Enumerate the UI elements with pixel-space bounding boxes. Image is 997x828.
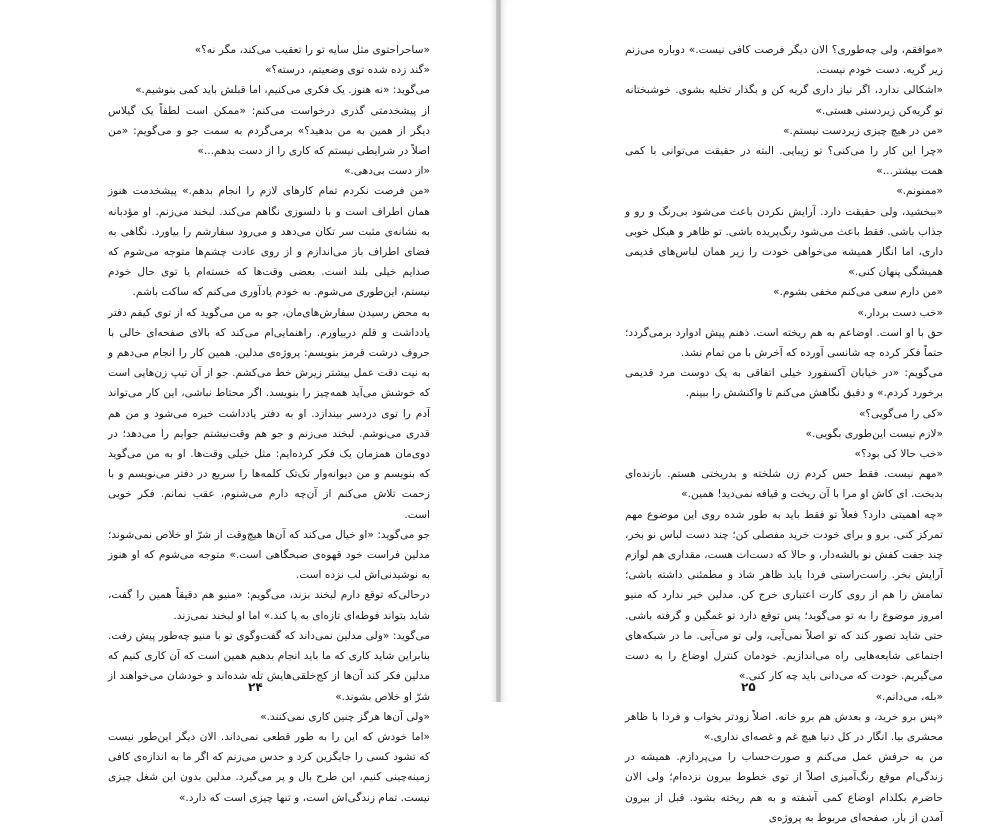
paragraph: «چه اهمیتی دارد؟ فعلاً تو فقط باید به طور شده روی این موضوع مهم تمرکز کنی. برو و برای خودت خرید مفصلی کن؛ چند دست لباس نو بخر، چند جفت کفش نو بالشه‌دار، و حالا که دست‌ات هست، مقداری هم لوازم آرایش بخر. راست‌راستی فردا باید ظاهر شاد و مطمئنی داشته باشی؛ تمامش را هم از روی کارت اعتباری خرج کن. مدلین خیر ندارد که منیو امروز موضوع را به تو می‌گوید؛ پس توقع دارد تو غمگین و گرفته باشی. حتی شاید تصور کند که تو اصلاً نمی‌آیی، ولی تو می‌آیی. ما در شبکه‌های اجتماعی شایعه‌هایی راه می‌اندازیم. خودمان کنترل اوضاع را به دست می‌گیریم. خودت که می‌دانی باید چه کار کنی.»: [625, 508, 943, 683]
paragraph: «خب دست بردار.»: [857, 306, 943, 319]
paragraph: «کی را می‌گویی؟»: [858, 407, 943, 420]
left-page-text: [108, 40, 430, 808]
paragraph: «ولی آن‌ها هرگز چنین کاری نمی‌کنند.»: [260, 710, 430, 723]
paragraph: «ممنونم.»: [896, 185, 943, 198]
paragraph: «گند زده شده توی وضعیتم، درسته؟»: [265, 64, 430, 77]
paragraph: «من دارم سعی می‌کنم مخفی بشوم.»: [773, 286, 943, 299]
paragraph: از پیشخدمتی گذری درخواست می‌کنم: «ممکن است لطفاً یک گیلاس دیگر از همین به من بدهید؟» برمی‌گردم به سمت جو و می‌گویم: «من اصلاً در شرایطی نیستم که کاری را از دست بدهم...»: [108, 104, 430, 158]
paragraph: به محض رسیدن سفارش‌های‌مان، جو به من می‌گوید که از توی کیفم دفتر یادداشت و قلم دربیاورم. راهنمایی‌ام می‌کند که بالای صفحه‌ای خالی با حروف درشت قرمز بنویسم: پروژه‌ی مدلین. همین کار را انجام می‌دهم و به نیت دقت عمل بیشتر زیرش خط می‌کشم. جو از آن تیپ زن‌هایی است که خوشش می‌آید همه‌چیز را بنویسد. اگر محتاط نباشی، این کار می‌تواند آدم را توی دردسر بیندازد. او به دفتر یادداشت خیره می‌شود و من هم قدری می‌نوشم. لبخند می‌زنم و جو هم وقت‌نیشتم جوابم را می‌دهد؛ در دوی‌مان همزمان یک فکر کرده‌ایم: مثل خیلی وقت‌ها. او به من می‌گوید که بنویسم و من دیوانه‌وار تک‌تک کلمه‌ها را سریع در دفتر می‌نویسم و با زحمت تلاش می‌کنم از آن‌چه دارم می‌شنوم، عقب نمانم. فکر خوبی است.: [108, 306, 430, 521]
paragraph: می‌گویم: «در خیابان آکسفورد خیلی اتفاقی به یک دوست مرد قدیمی برخورد کردم.» و دقیق نگاهش می‌کنم تا واکنشش را ببینم.: [625, 367, 943, 400]
left-page: [0, 0, 497, 804]
paragraph: «چرا این کار را می‌کنی؟ تو زیبایی. البته در حقیقت می‌توانی با کمی همت بیشتر...»: [625, 145, 943, 178]
page-number: ۲۵: [741, 680, 756, 694]
paragraph: «من فرصت نکردم تمام کارهای لازم را انجام بدهم.» پیشخدمت هنوز همان اطراف است و با دلسوزی نگاهم می‌کند. لبخند می‌زنم. او مؤدبانه به نشانه‌ی مثبت سر تکان می‌دهد و می‌رود سفارشم را بیاورد. نگاهی به فضای اطراف باز می‌اندازم و از روی عادت چشم‌ها متوجه می‌شوم که صدایم خیلی بلند است. بعضی وقت‌ها که خسته‌ام یا توی حال خودم نیستم، این‌طوری می‌شوم. به خودم یادآوری می‌کنم که ساکت باشم.: [108, 185, 430, 299]
right-page-text: [625, 40, 943, 828]
paragraph: «موافقم، ولی چه‌طوری؟ الان دیگر فرصت کافی نیست.» دوباره می‌زنم زیر گریه. دست خودم نیست.: [625, 44, 943, 77]
right-page: [500, 0, 997, 824]
paragraph: «لازم نیست این‌طوری بگویی.»: [805, 427, 943, 440]
paragraph: «ساحراحتوی مثل سایه تو را تعقیب می‌کند، مگر نه؟»: [194, 44, 430, 56]
paragraph: «خب حالا کی بود؟»: [854, 448, 943, 461]
paragraph: «ببخشید، ولی حقیقت دارد. آرایش نکردن باعث می‌شود بی‌رنگ و رو و جذاب باشی. فقط باعث می‌شود رنگ‌پریده باشی. تو ظاهر و هیکل خوبی داری، اما انگار همیشه می‌خواهی خودت را زیر همان لباس‌های قدیمی همیشگی پنهان کنی.»: [625, 205, 943, 279]
paragraph: «من در هیچ چیزی زیردست نیستم.»: [783, 124, 943, 137]
paragraph: «مهم نیست. فقط حس کردم زن شلخته و بدریختی هستم. بازنده‌ای بدبخت. ای کاش او مرا با آن ریخت و قیافه نمی‌دید! همین.»: [625, 468, 943, 501]
paragraph: درحالی‌که توقع دارم لبخند بزند، می‌گویم: «منیو هم دقیقاً همین را گفت، شاید بتواند فوطه‌ای تازه‌ای به پا کند.» اما او لبخند نمی‌زند.: [108, 589, 430, 622]
paragraph: «از دست بی‌دهی.»: [343, 165, 430, 178]
paragraph: من به حرفش عمل می‌کنم و صورت‌حساب را می‌پردازم. همیشه در زندگی‌ام موقع رنگ‌آمیزی اصلاً از توی خطوط بیرون نزده‌ام؛ ولی الان حاضرم بکلدام اوضاع کمی آشفته و به هم ریخته بشود. قبل از بیرون آمدن از بار، صفحه‌ای مربوط به پروژه‌ی: [625, 751, 943, 824]
paragraph: «اشکالی ندارد، اگر نیاز داری گریه کن و بگذار تخلیه بشوی. خوشبختانه تو گریه‌کن زیردستی هستی.»: [625, 84, 943, 117]
paragraph: «اما خودش که این را به طور قطعی نمی‌داند. الان دیگر این‌طور نیست که تشود کسی را جایگزین کرد و حدس می‌زنم که اگر ما به اندازه‌ی کافی زمینه‌چینی کنیم، این طرح بال و پر می‌گیرد. مدلین بدون این شغل چیزی نیست. تمام زندگی‌اش است، و تنها چیزی است که دارد.»: [108, 730, 430, 804]
paragraph: می‌گوید: «ولی مدلین نمی‌داند که گفت‌وگوی تو با منیو چه‌طور پیش رفت. بنابراین شاید کاری که ما باید انجام بدهیم همین است که آن کاری کنیم که مدلین فکر کند آن‌ها از کج‌خلقی‌هایش تله شده‌اند و خودشان می‌خواهند از شرّ او خلاص بشوند.»: [108, 629, 430, 703]
paragraph: «پس برو خرید، و بعدش هم برو خانه. اصلاً زودتر بخواب و فردا با ظاهر محشری بیا. انگار در کل دنیا هیچ غم و غصه‌ای نداری.»: [625, 710, 943, 743]
page-number: ۲۴: [248, 680, 263, 694]
paragraph: می‌گوید: «نه هنوز. یک فکری می‌کنیم، اما قبلش باید کمی بنوشیم.»: [135, 84, 430, 97]
paragraph: جو می‌گوید: «او خیال می‌کند که آن‌ها هیچ‌وقت از شرّ او خلاص نمی‌شوند؛ مدلین فراست خود قهوه‌ی صبحگاهی است.» متوجه می‌شوم که او هنوز به نوشیدنی‌اش لب نزده است.: [108, 528, 430, 582]
paragraph: حق با او است. اوضاعم به هم ریخته است. ذهنم پیش ادوارد برمی‌گردد؛ حتماً فکر کرده چه شانسی آورده که آخرش با من تمام نشد.: [625, 326, 943, 360]
paragraph: «بله، می‌دانم.»: [875, 690, 943, 703]
